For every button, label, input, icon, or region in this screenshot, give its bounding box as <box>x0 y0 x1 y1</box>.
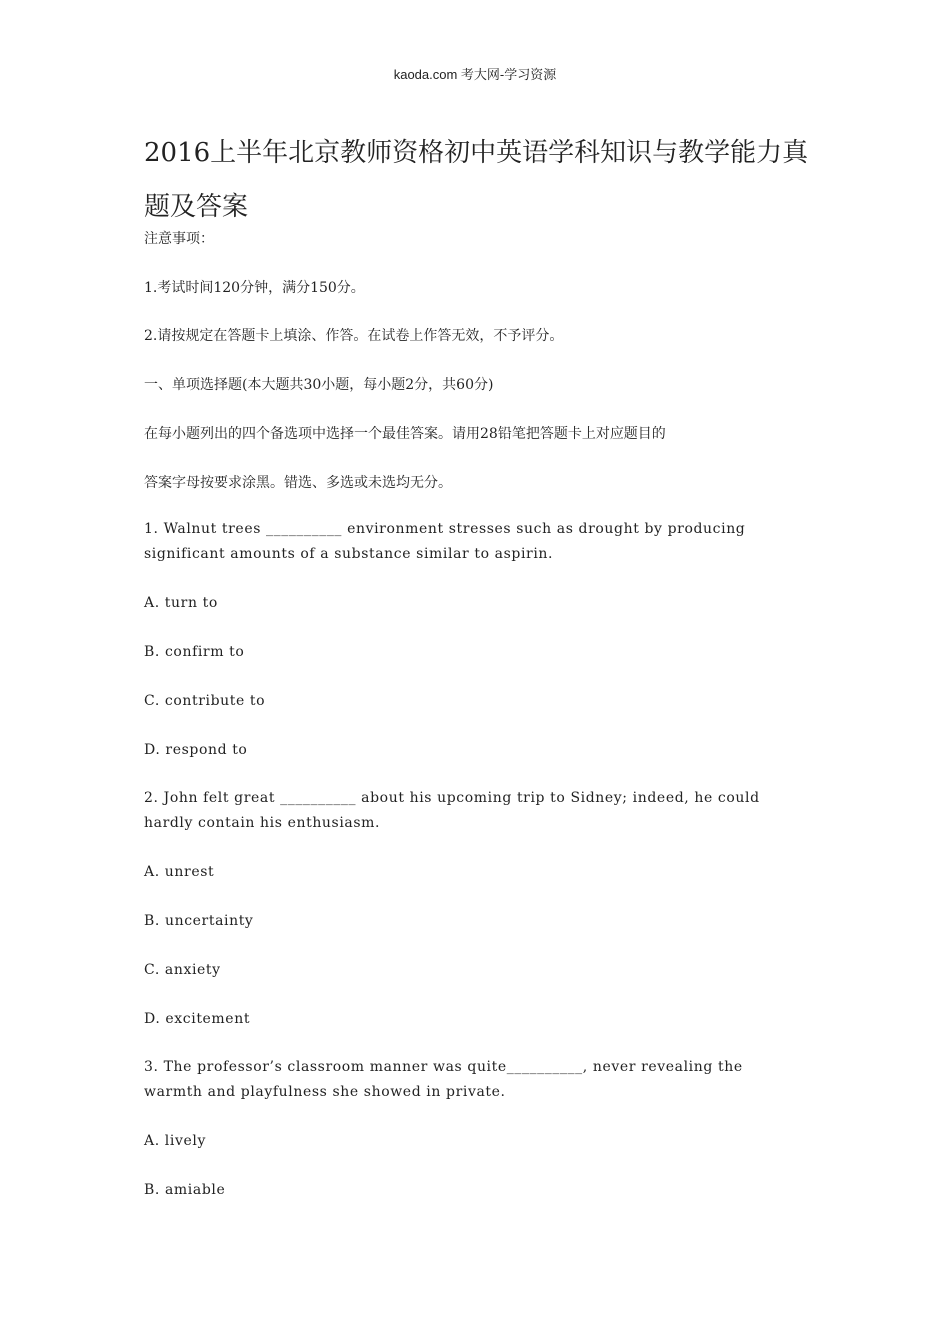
question-2-option-a: A. unrest <box>144 864 215 880</box>
question-1-option-b: B. confirm to <box>144 644 245 660</box>
question-2-stem: 2. John felt great __________ about his upcoming trip to Sidney; indeed, he could hardly contain his enthusiasm. <box>144 790 760 831</box>
question-2-option-b: B. uncertainty <box>144 913 254 929</box>
question-1-option-a: A. turn to <box>144 595 218 611</box>
notice-item-2: 2.请按规定在答题卡上填涂、作答。在试卷上作答无效，不予评分。 <box>144 328 564 344</box>
question-1-option-d: D. respond to <box>144 742 248 758</box>
question-3-option-a: A. lively <box>144 1133 206 1149</box>
page-header: kaoda.com 考大网-学习资源 <box>393 67 557 82</box>
question-3-option-b: B. amiable <box>144 1182 226 1198</box>
question-2-option-c: C. anxiety <box>144 962 221 978</box>
document-title: 2016上半年北京教师资格初中英语学科知识与教学能力真题及答案 <box>144 138 809 222</box>
question-2-option-d: D. excitement <box>144 1011 251 1027</box>
section-heading: 一、单项选择题(本大题共30小题，每小题2分，共60分) <box>144 377 494 393</box>
notice-item-1: 1.考试时间120分钟，满分150分。 <box>144 280 365 296</box>
question-1-stem: 1. Walnut trees __________ environment stresses such as drought by producing significant amounts of a substance similar to aspirin. <box>144 521 746 562</box>
section-instruction-line1: 在每小题列出的四个备选项中选择一个最佳答案。请用28铅笔把答题卡上对应题目的 <box>144 426 666 442</box>
question-1-option-c: C. contribute to <box>144 693 266 709</box>
notice-heading: 注意事项： <box>144 231 214 247</box>
question-3-stem: 3. The professor’s classroom manner was quite__________, never revealing the warmth and playfulness she showed in private. <box>144 1059 743 1100</box>
section-instruction-line2: 答案字母按要求涂黑。错选、多选或未选均无分。 <box>144 475 452 491</box>
